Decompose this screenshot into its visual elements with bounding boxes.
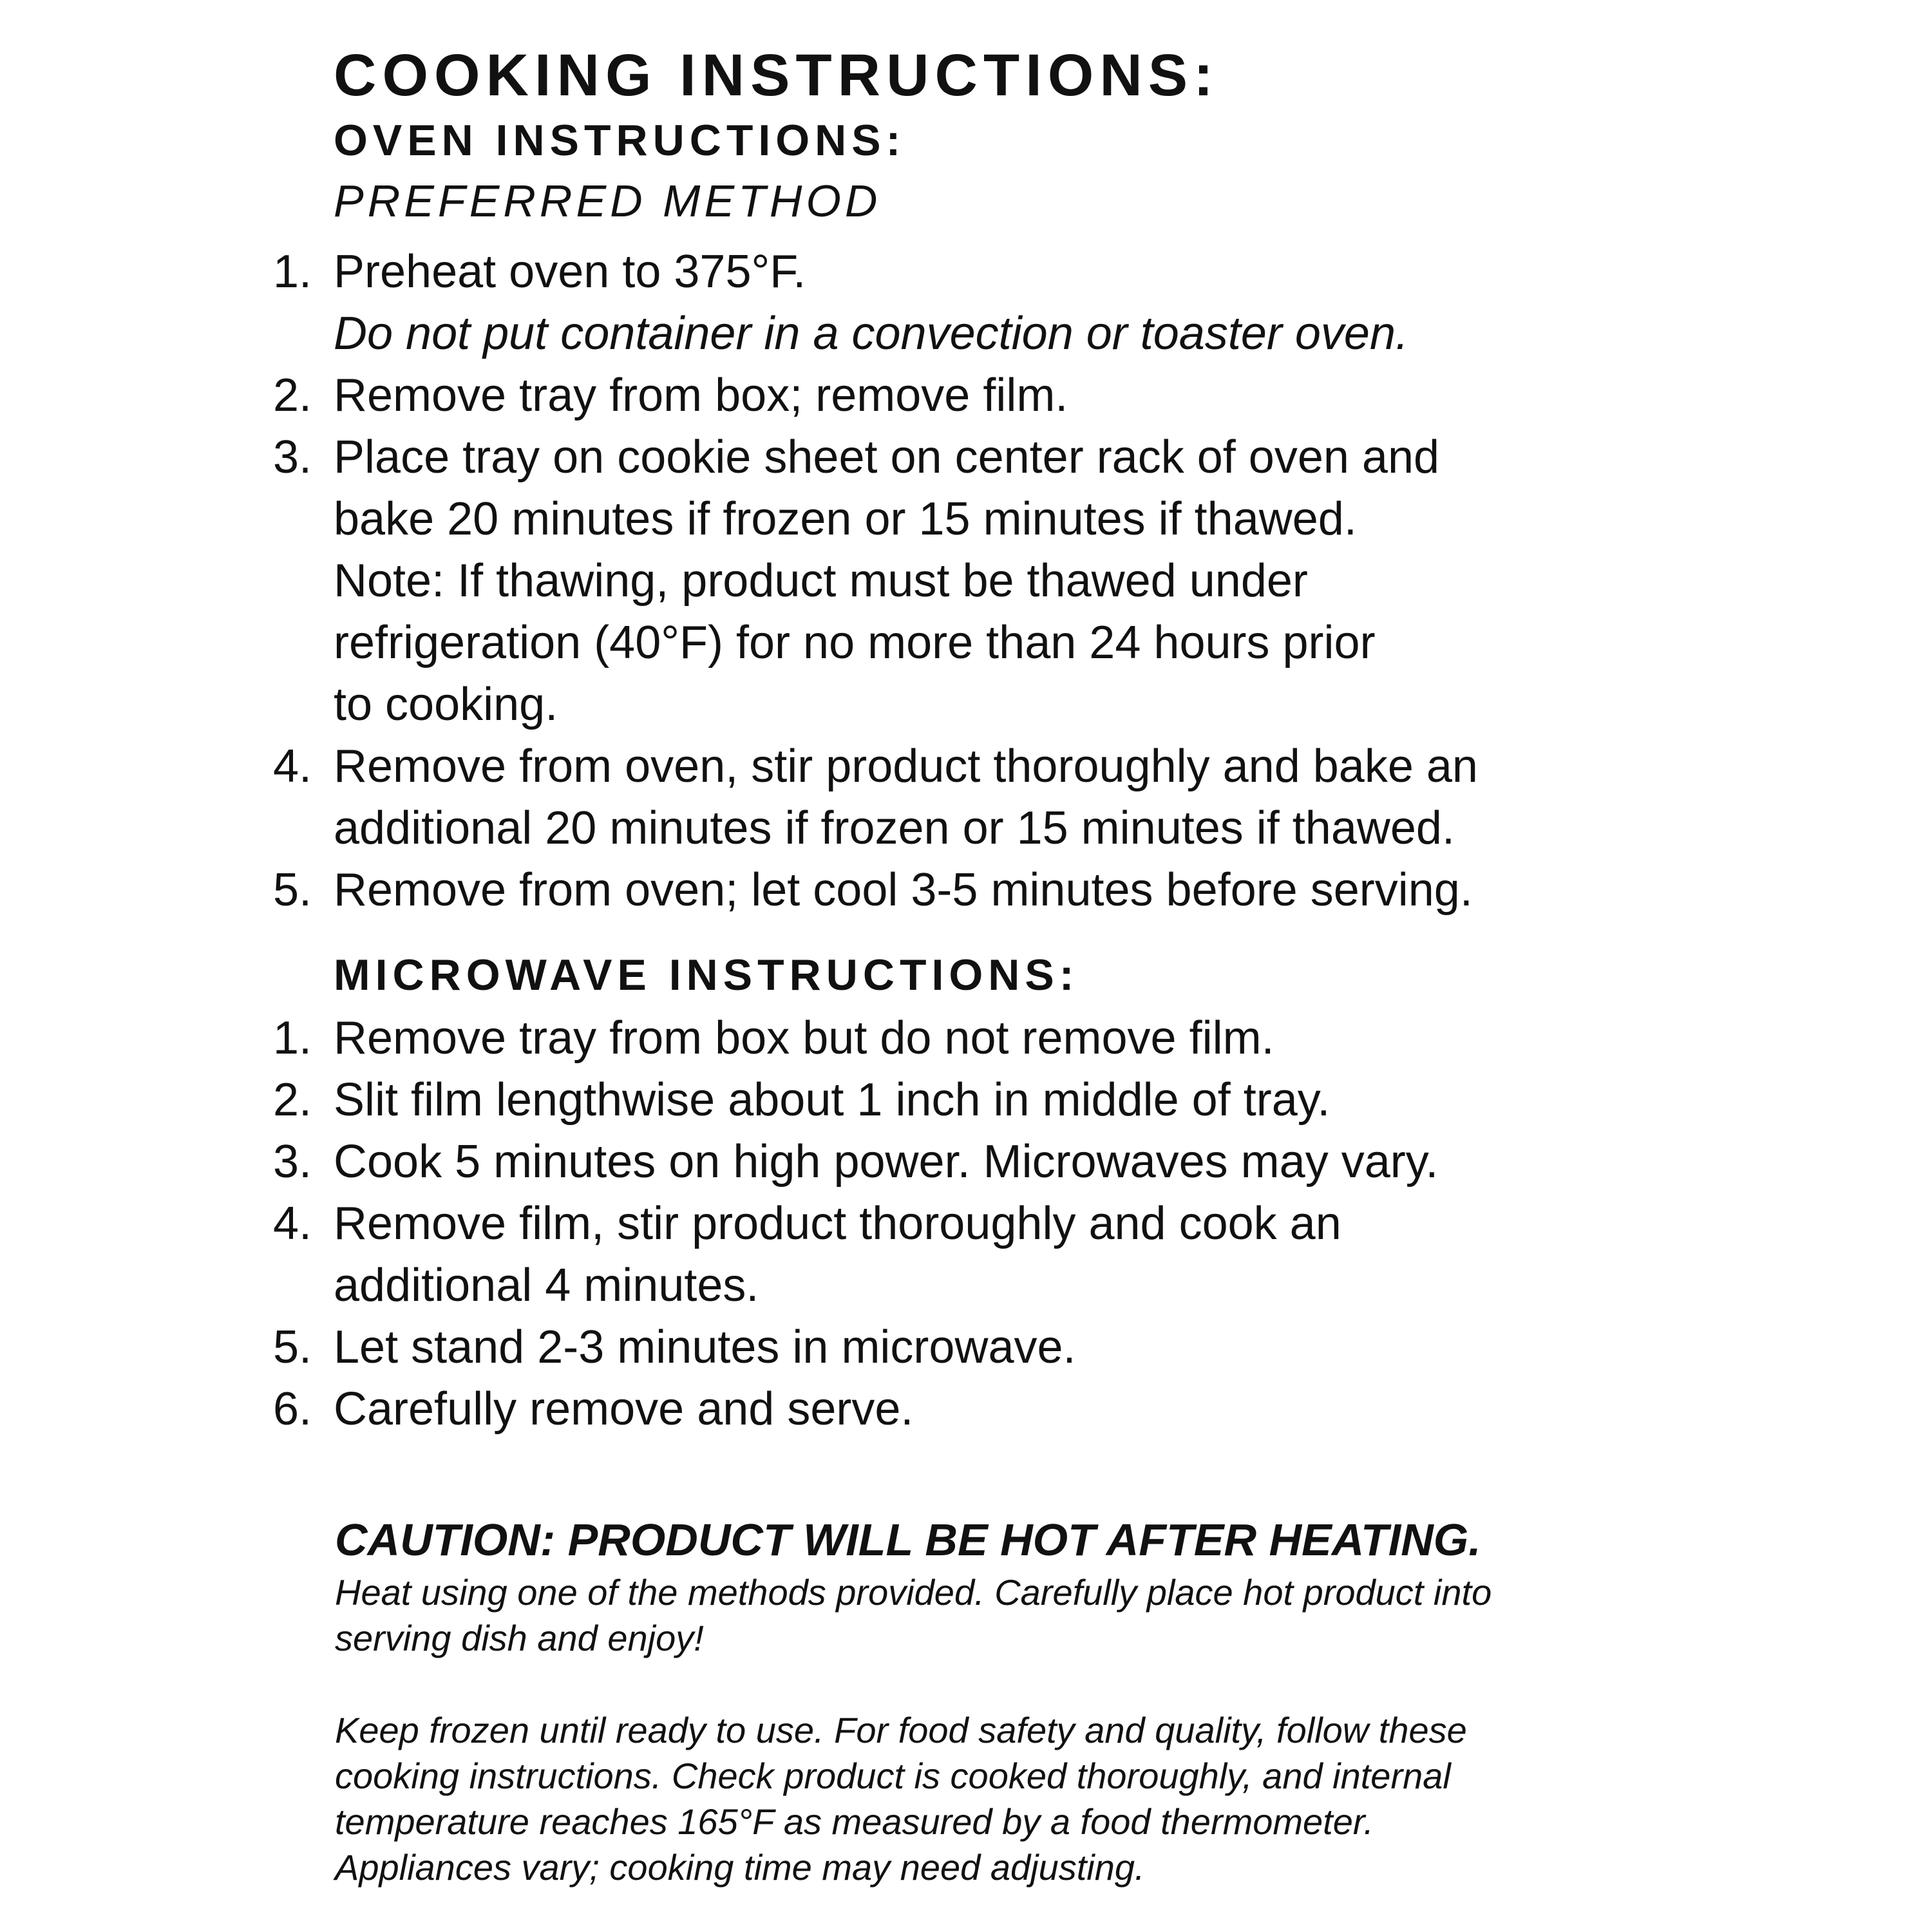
step-text: Remove from oven, stir product thoroughly and bake an xyxy=(334,741,1478,792)
caution-paragraph-1 xyxy=(335,1569,1752,1661)
caution-block xyxy=(335,1510,1752,1890)
oven-step-2 xyxy=(0,365,1739,426)
step-text: Place tray on cookie sheet on center rack of oven and xyxy=(334,431,1440,483)
oven-steps-list xyxy=(0,241,1739,921)
step-number: 2. xyxy=(273,1074,312,1126)
oven-subheading: PREFERRED METHOD xyxy=(334,176,882,226)
step-text: Let stand 2-3 minutes in microwave. xyxy=(334,1321,1076,1373)
step-number: 1. xyxy=(273,1012,312,1064)
page-title: COOKING INSTRUCTIONS: xyxy=(334,43,1219,108)
step-text: additional 4 minutes. xyxy=(334,1260,759,1311)
oven-step-3 xyxy=(0,426,1739,735)
microwave-step-6 xyxy=(0,1378,1739,1440)
caution-text: Heat using one of the methods provided. Carefully place hot product into xyxy=(335,1572,1492,1613)
microwave-steps-list xyxy=(0,1007,1739,1440)
step-text: Slit film lengthwise about 1 inch in middle of tray. xyxy=(334,1074,1331,1126)
microwave-step-4 xyxy=(0,1193,1739,1316)
step-number: 3. xyxy=(273,1136,312,1188)
step-number: 5. xyxy=(273,1321,312,1373)
step-number: 4. xyxy=(273,1198,312,1249)
microwave-step-5 xyxy=(0,1316,1739,1378)
oven-step-1 xyxy=(0,241,1739,365)
step-text: Carefully remove and serve. xyxy=(334,1383,914,1435)
step-text: to cooking. xyxy=(334,679,558,730)
caution-paragraph-2 xyxy=(335,1707,1752,1890)
step-text: bake 20 minutes if frozen or 15 minutes if thawed. xyxy=(334,493,1357,545)
safety-text: cooking instructions. Check product is cooked thoroughly, and internal xyxy=(335,1756,1451,1796)
step-text: additional 20 minutes if frozen or 15 minutes if thawed. xyxy=(334,802,1455,854)
step-number: 4. xyxy=(273,741,312,792)
step-number: 5. xyxy=(273,864,312,916)
safety-text: Keep frozen until ready to use. For food safety and quality, follow these xyxy=(335,1710,1467,1750)
step-text: Note: If thawing, product must be thawed under xyxy=(334,555,1308,607)
caution-heading: CAUTION: PRODUCT WILL BE HOT AFTER HEATING. xyxy=(335,1515,1481,1565)
step-text: refrigeration (40°F) for no more than 24 hours prior xyxy=(334,617,1376,668)
step-text: Remove tray from box; remove film. xyxy=(334,370,1068,421)
oven-step-4 xyxy=(0,735,1739,859)
microwave-step-1 xyxy=(0,1007,1739,1069)
step-text: Remove from oven; let cool 3-5 minutes before serving. xyxy=(334,864,1473,916)
step-number: 3. xyxy=(273,431,312,483)
step-number: 1. xyxy=(273,246,312,298)
step-text: Cook 5 minutes on high power. Microwaves may vary. xyxy=(334,1136,1439,1188)
step-text: Remove film, stir product thoroughly and cook an xyxy=(334,1198,1341,1249)
oven-heading: OVEN INSTRUCTIONS: xyxy=(334,116,906,165)
step-text: Remove tray from box but do not remove film. xyxy=(334,1012,1274,1064)
safety-text: temperature reaches 165°F as measured by a food thermometer. xyxy=(335,1801,1374,1842)
microwave-step-2 xyxy=(0,1069,1739,1131)
step-number: 2. xyxy=(273,370,312,421)
microwave-step-3 xyxy=(0,1131,1739,1193)
microwave-heading: MICROWAVE INSTRUCTIONS: xyxy=(334,951,1079,999)
caution-text: serving dish and enjoy! xyxy=(335,1618,704,1658)
step-warning-text: Do not put container in a convection or toaster oven. xyxy=(334,308,1409,359)
step-text: Preheat oven to 375°F. xyxy=(334,246,806,298)
step-number: 6. xyxy=(273,1383,312,1435)
safety-text: Appliances vary; cooking time may need adjusting. xyxy=(335,1847,1145,1888)
oven-step-5 xyxy=(0,859,1739,921)
